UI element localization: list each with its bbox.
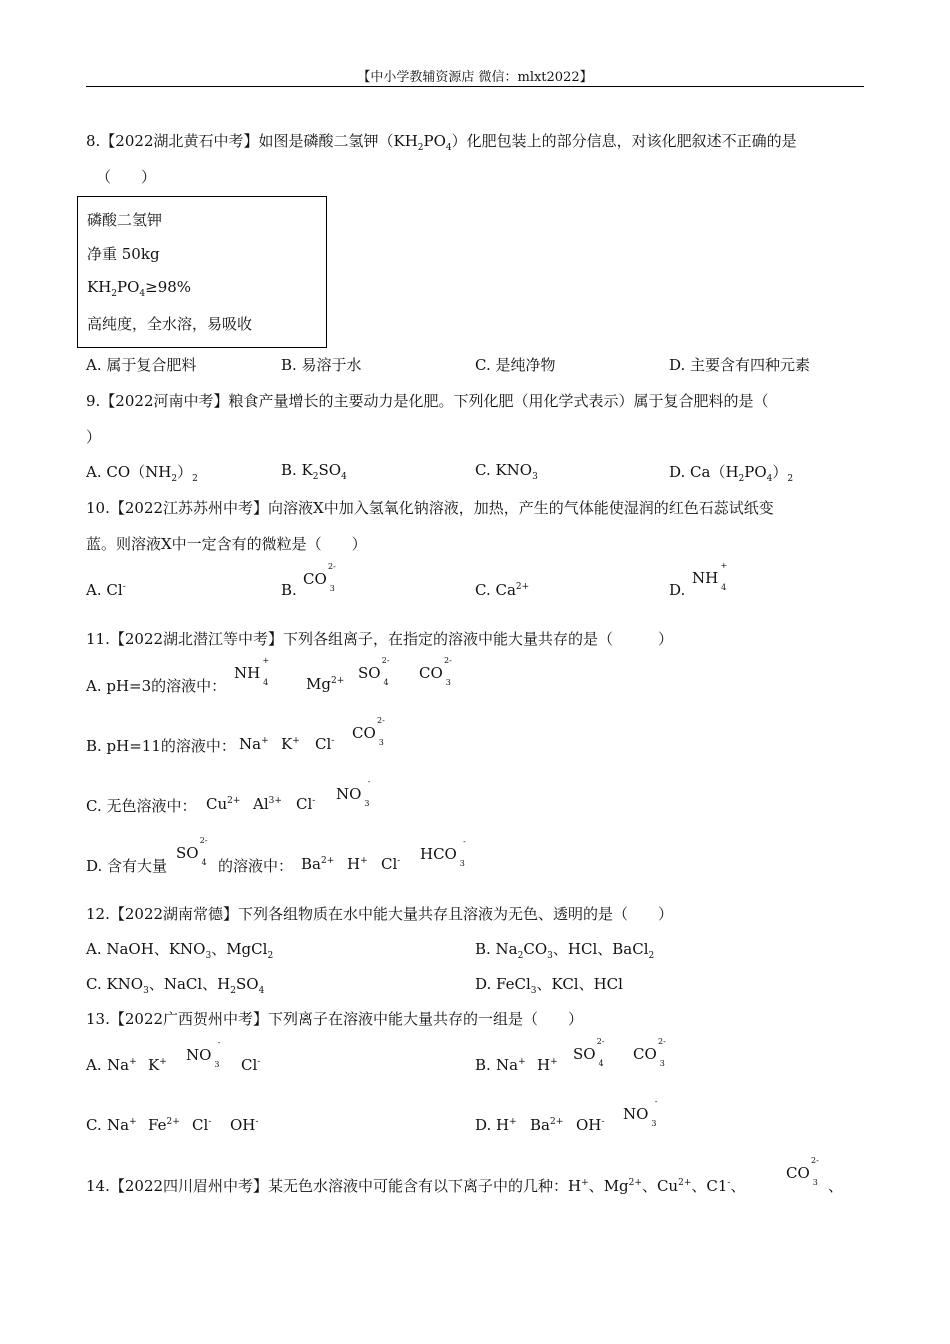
q13a-ion-k: K+ <box>148 1056 167 1074</box>
q11b-ion-na: Na+ <box>239 735 269 753</box>
q9-option-b[interactable]: B. $K_2SO_4$ <box>281 461 347 482</box>
q11b-ion-k: K+ <box>281 735 300 753</box>
q11c-ion-cu: $Cu^{2+}$ <box>206 795 241 813</box>
q11d-ion-bicarbonate: HCO - 3 <box>420 837 466 868</box>
q10-option-c[interactable]: C. $Ca^{2+}$ <box>475 581 530 599</box>
q10-option-b[interactable]: B. <box>281 581 297 599</box>
q13d-ion-nitrate: NO - 3 <box>623 1097 658 1128</box>
q8-option-d[interactable]: D. 主要含有四种元素 <box>669 356 811 374</box>
q13-option-d[interactable]: D. <box>475 1116 492 1134</box>
box-line-weight: 净重 50kg <box>87 245 160 263</box>
q13c-ion-fe: $Fe^{2+}$ <box>148 1116 180 1134</box>
q10-ion-carbonate: CO 2- 3 <box>303 562 336 593</box>
q13c-ion-oh: OH- <box>230 1116 259 1134</box>
page-header: 【中小学教辅资源店 微信：mlxt2022】 <box>357 70 593 85</box>
q11b-ion-carbonate: CO 2- 3 <box>352 716 385 747</box>
q12-option-c[interactable]: C. $KNO_3$、NaCl、$H_2SO_4$ <box>86 975 265 996</box>
q11-option-d[interactable]: D. 含有大量 <box>86 857 168 875</box>
q10-stem: 10.【2022江苏苏州中考】向溶液X中加入氢氧化钠溶液，加热，产生的气体能使湿润的红色石蕊试纸变 <box>86 499 774 517</box>
q11d-ion-h: H+ <box>347 855 368 873</box>
q13d-ion-oh: OH- <box>576 1116 605 1134</box>
q11d-ion-cl: Cl- <box>381 855 401 873</box>
q11a-ion-carbonate: CO 2- 3 <box>419 656 452 687</box>
q11c-ion-al: $Al^{3+}$ <box>253 795 282 813</box>
q13b-ion-h: H+ <box>537 1056 558 1074</box>
q11-option-a[interactable]: A. pH=3的溶液中： <box>86 677 227 695</box>
q11b-ion-cl: Cl- <box>315 735 335 753</box>
q13b-ion-sulfate: SO 2- 4 <box>573 1037 605 1068</box>
q13-option-b[interactable]: B. <box>475 1056 491 1074</box>
q13-stem: 13.【2022广西贺州中考】下列离子在溶液中能大量共存的一组是（ ） <box>86 1010 584 1028</box>
q13a-ion-cl: Cl- <box>241 1056 261 1074</box>
q9-stem: 9.【2022河南中考】粮食产量增长的主要动力是化肥。下列化肥（用化学式表示）属于复合肥料的是（ <box>86 392 769 410</box>
q8-option-c[interactable]: C. 是纯净物 <box>475 356 556 374</box>
q11-option-d-mid: 的溶液中： <box>218 857 294 875</box>
q13-option-c[interactable]: C. <box>86 1116 102 1134</box>
q14-ion-carbonate: CO 2- 3 <box>786 1156 819 1187</box>
q10-option-a[interactable]: A. Cl- <box>86 581 126 599</box>
q12-option-b[interactable]: B. $Na_2CO_3$、HCl、BaCl$_2$ <box>475 940 655 961</box>
q13c-ion-cl: Cl- <box>192 1116 212 1134</box>
q11a-ion-sulfate: SO 2- 4 <box>358 656 390 687</box>
q13d-ion-h: H+ <box>496 1116 517 1134</box>
q10-ion-ammonium: NH + 4 <box>692 561 728 592</box>
q10-option-d[interactable]: D. <box>669 581 686 599</box>
q14-tail: 、 <box>828 1177 844 1195</box>
q13-option-a[interactable]: A. <box>86 1056 102 1074</box>
q10-stem-2: 蓝。则溶液X中一定含有的微粒是（ ） <box>86 535 367 553</box>
q11-option-b[interactable]: B. pH=11的溶液中： <box>86 737 236 755</box>
q8-bracket: （ ） <box>96 168 157 186</box>
q13a-ion-na: Na+ <box>107 1056 137 1074</box>
q8-stem: 8.【2022湖北黄石中考】如图是磷酸二氢钾$(KH_2PO_4)$化肥包装上的部分信息，对该化肥叙述不正确的是 <box>86 132 797 153</box>
box-line-feature: 高纯度，全水溶，易吸收 <box>87 315 253 333</box>
q9-option-c[interactable]: C. $KNO_3$ <box>475 461 538 482</box>
q11c-ion-cl: Cl- <box>296 795 316 813</box>
q11d-ion-ba: $Ba^{2+}$ <box>301 855 335 873</box>
q11a-ion-ammonium: NH + 4 <box>234 656 270 687</box>
q11a-ion-mg: $Mg^{2+}$ <box>306 675 345 693</box>
q11-stem: 11.【2022湖北潜江等中考】下列各组离子，在指定的溶液中能大量共存的是（ ） <box>86 630 674 648</box>
q13c-ion-na: Na+ <box>107 1116 137 1134</box>
q11c-ion-nitrate: NO - 3 <box>336 777 371 808</box>
q9-option-a[interactable]: A. $CO(NH_2)_2$ <box>86 463 198 484</box>
q9-option-d[interactable]: D. $Ca(H_2PO_4)_2$ <box>669 463 794 484</box>
box-line-purity: $KH_2PO_4\ge 98\%$ <box>87 278 192 299</box>
q9-close: ） <box>86 428 102 446</box>
q11d-ion-sulfate: SO 2- 4 <box>176 836 208 867</box>
q14-stem: 14.【2022四川眉州中考】某无色水溶液中可能含有以下离子中的几种：H+、$Mg^{2+}$、$Cu^{2+}$、C1-、 <box>86 1177 746 1195</box>
q8-option-a[interactable]: A. 属于复合肥料 <box>86 356 197 374</box>
q13b-ion-na: Na+ <box>496 1056 526 1074</box>
q12-option-d[interactable]: D. FeCl$_3$、KCl、HCl <box>475 975 623 996</box>
q13a-ion-nitrate: NO - 3 <box>186 1038 221 1069</box>
q12-stem: 12.【2022湖南常德】下列各组物质在水中能大量共存且溶液为无色、透明的是（ ） <box>86 905 674 923</box>
header-rule <box>86 86 864 87</box>
q11-option-c[interactable]: C. 无色溶液中： <box>86 797 197 815</box>
box-line-name: 磷酸二氢钾 <box>87 211 163 229</box>
q8-option-b[interactable]: B. 易溶于水 <box>281 356 362 374</box>
q13d-ion-ba: $Ba^{2+}$ <box>530 1116 564 1134</box>
q12-option-a[interactable]: A. NaOH、$KNO_3$、MgCl$_2$ <box>86 940 274 961</box>
q13b-ion-carbonate: CO 2- 3 <box>633 1037 666 1068</box>
